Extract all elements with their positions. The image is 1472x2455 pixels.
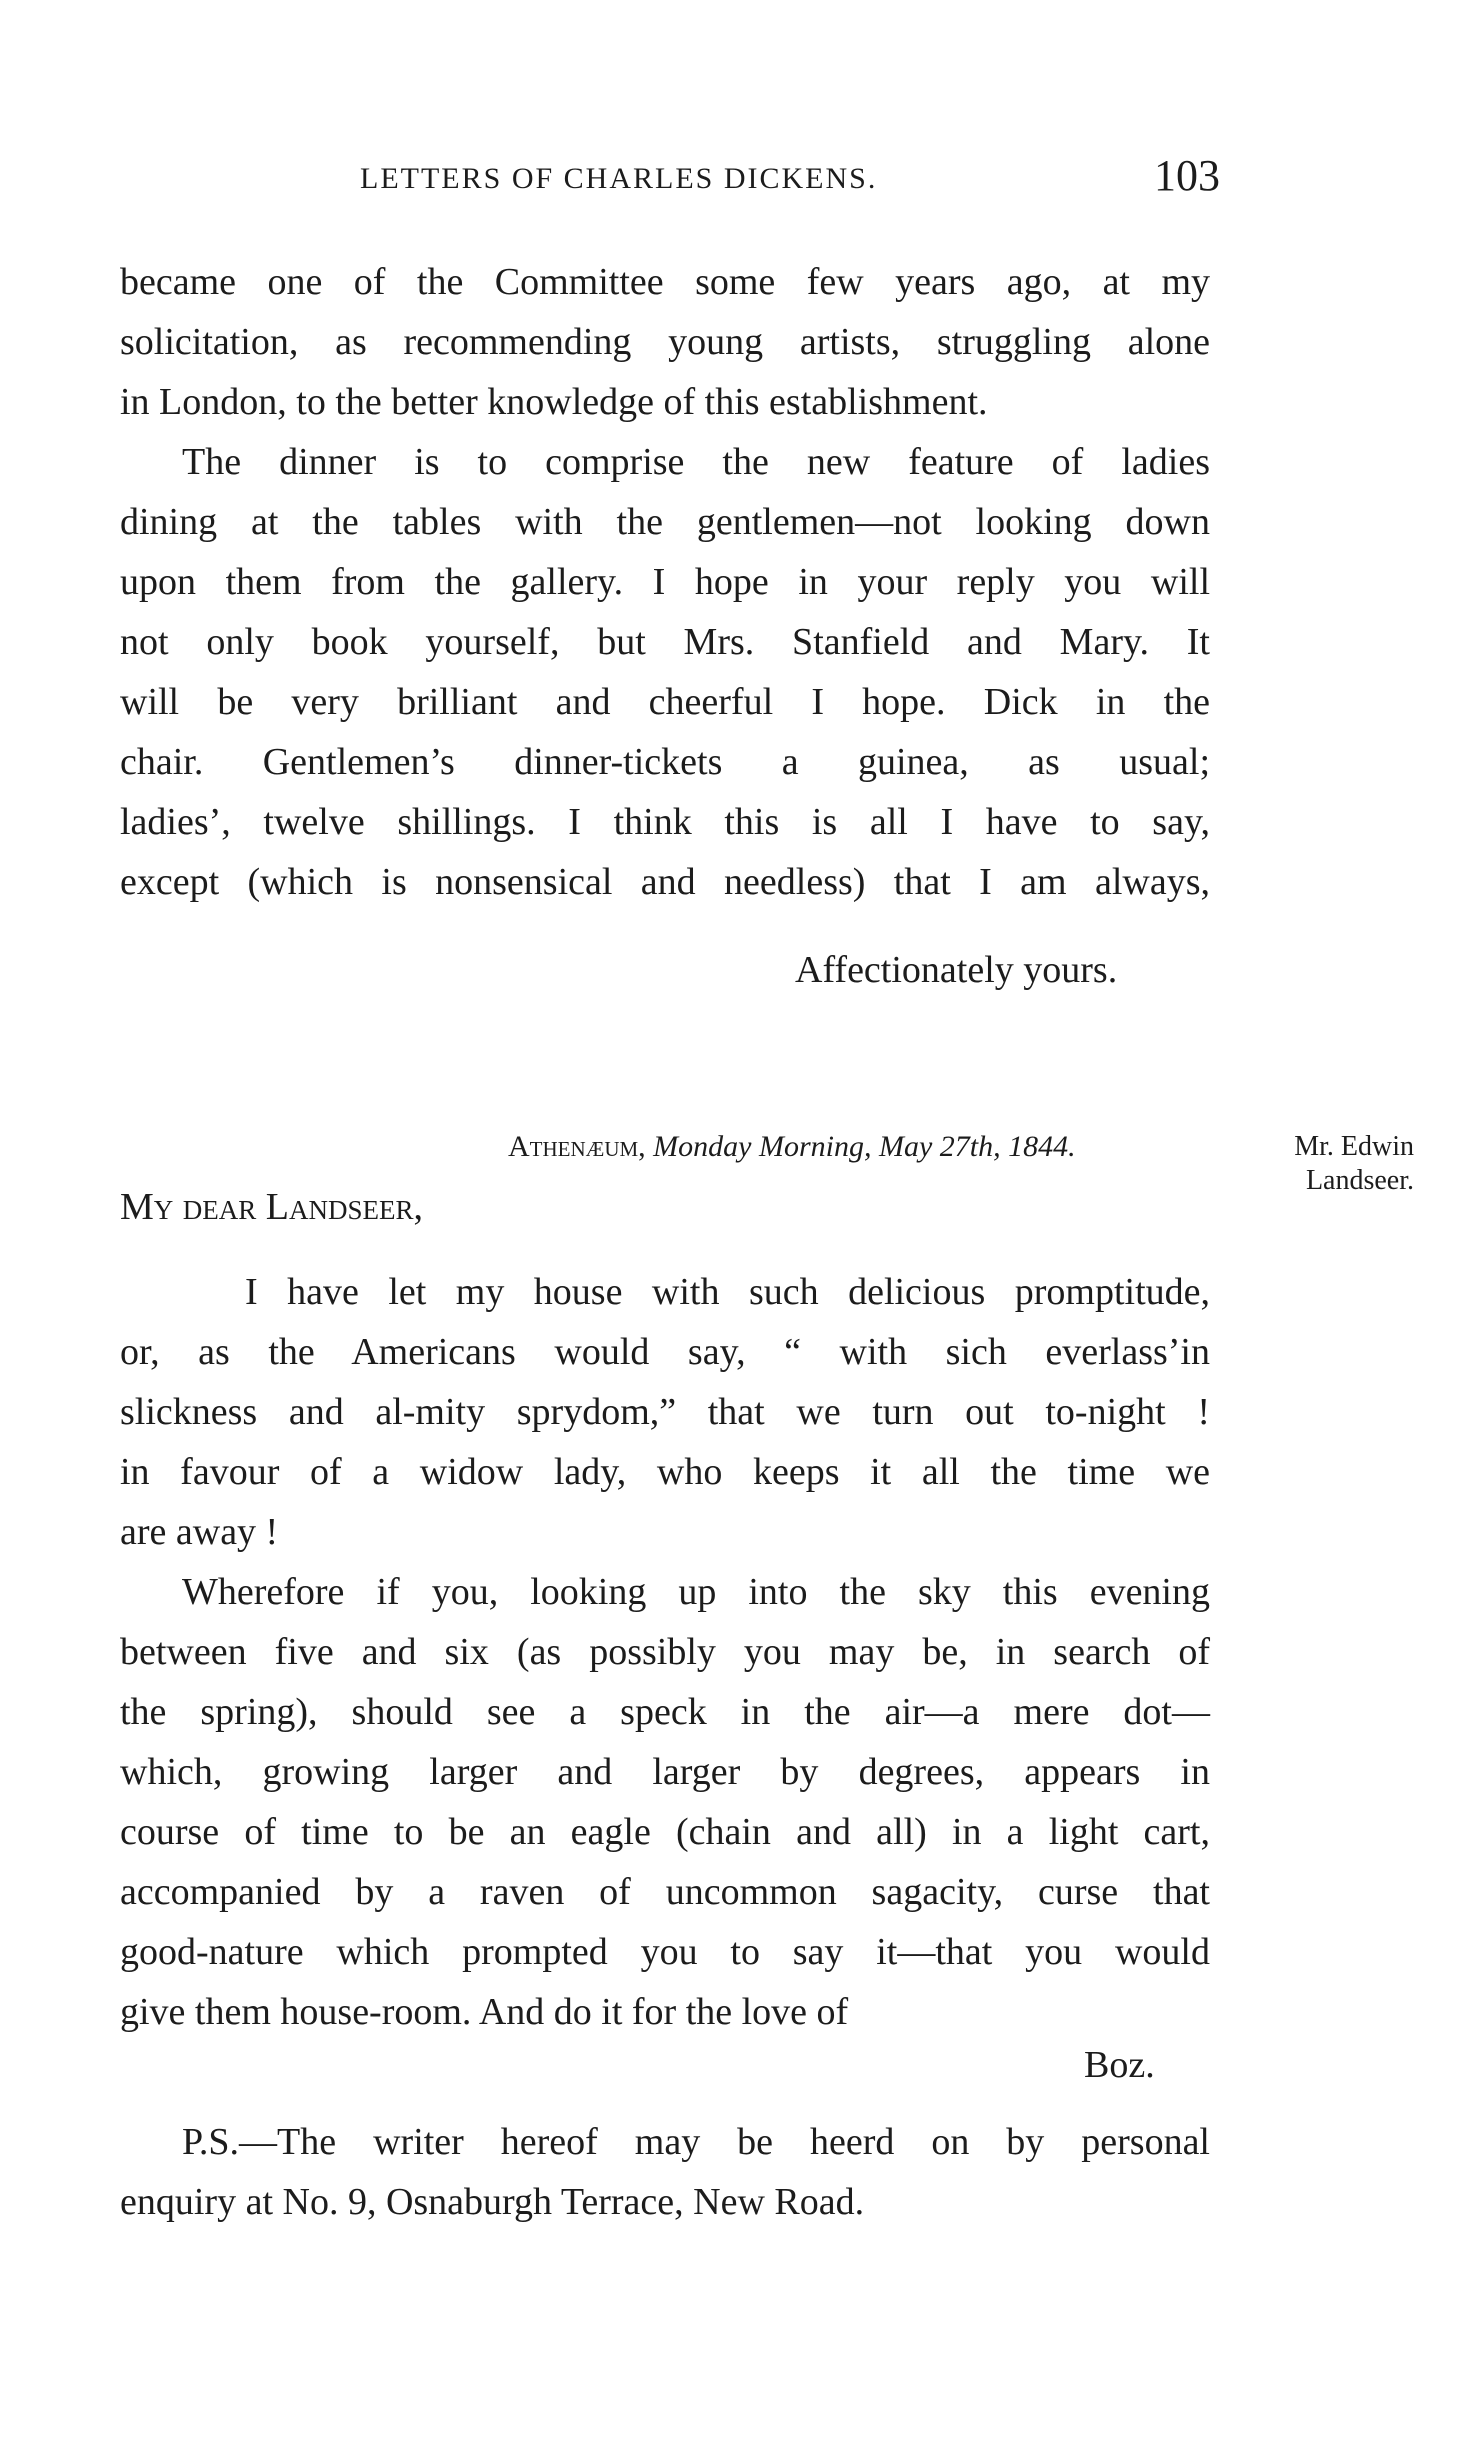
- text-line: I have let my house with such delicious promptitude,: [245, 1271, 1210, 1313]
- postscript: [120, 2112, 1210, 2232]
- text-line: slickness and al-mity sprydom,” that we turn out to-night !: [120, 1391, 1210, 1433]
- text-line: became one of the Committee some few years ago, at my: [120, 261, 1210, 303]
- text-line: in London, to the better knowledge of this establishment.: [120, 381, 988, 423]
- text-line: P.S.—The writer hereof may be heerd on by personal: [182, 2121, 1210, 2163]
- dateline-place: Athenæum,: [508, 1130, 646, 1163]
- text-line: the spring), should see a speck in the air—a mere dot—: [120, 1691, 1210, 1733]
- letter-one-body: [120, 252, 1210, 912]
- text-line: ladies’, twelve shillings. I think this is all I have to say,: [120, 801, 1210, 843]
- text-line: give them house-room. And do it for the love of: [120, 1991, 849, 2033]
- text-line: not only book yourself, but Mrs. Stanfield and Mary. It: [120, 621, 1210, 663]
- text-line: Wherefore if you, looking up into the sky this evening: [182, 1571, 1210, 1613]
- letter-two-dateline: [508, 1130, 1076, 1164]
- text-line: upon them from the gallery. I hope in your reply you will: [120, 561, 1210, 603]
- text-line: dining at the tables with the gentlemen—not looking down: [120, 501, 1210, 543]
- text-line: will be very brilliant and cheerful I hope. Dick in the: [120, 681, 1210, 723]
- running-title: LETTERS OF CHARLES DICKENS.: [360, 162, 878, 195]
- dateline-date: Monday Morning, May 27th, 1844.: [653, 1130, 1076, 1163]
- text-line: are away !: [120, 1511, 279, 1553]
- text-line: between five and six (as possibly you may be, in search of: [120, 1631, 1210, 1673]
- text-line: solicitation, as recommending young artists, struggling alone: [120, 321, 1210, 363]
- text-line: course of time to be an eagle (chain and all) in a light cart,: [120, 1811, 1210, 1853]
- text-line: good-nature which prompted you to say it—that you would: [120, 1931, 1210, 1973]
- text-line: except (which is nonsensical and needless) that I am always,: [120, 861, 1210, 903]
- margin-note-recipient: Mr. Edwin Landseer.: [1294, 1131, 1414, 1196]
- salutation-text: My dear Landseer,: [120, 1186, 424, 1228]
- letter-one-closing: Affectionately yours.: [795, 949, 1118, 991]
- text-line: in favour of a widow lady, who keeps it all the time we: [120, 1451, 1210, 1493]
- text-line: enquiry at No. 9, Osnaburgh Terrace, New Road.: [120, 2181, 865, 2223]
- text-line: which, growing larger and larger by degrees, appears in: [120, 1751, 1210, 1793]
- text-line: chair. Gentlemen’s dinner-tickets a guinea, as usual;: [120, 741, 1210, 783]
- text-line: accompanied by a raven of uncommon sagacity, curse that: [120, 1871, 1210, 1913]
- running-head: [120, 150, 1220, 210]
- letter-two-signature: Boz.: [1084, 2044, 1155, 2086]
- page-number: 103: [1154, 151, 1220, 200]
- letter-two-body: [120, 1262, 1210, 2042]
- text-line: or, as the Americans would say, “ with sich everlass’in: [120, 1331, 1210, 1373]
- text-line: The dinner is to comprise the new feature of ladies: [182, 441, 1210, 483]
- letter-two-salutation: [120, 1185, 423, 1229]
